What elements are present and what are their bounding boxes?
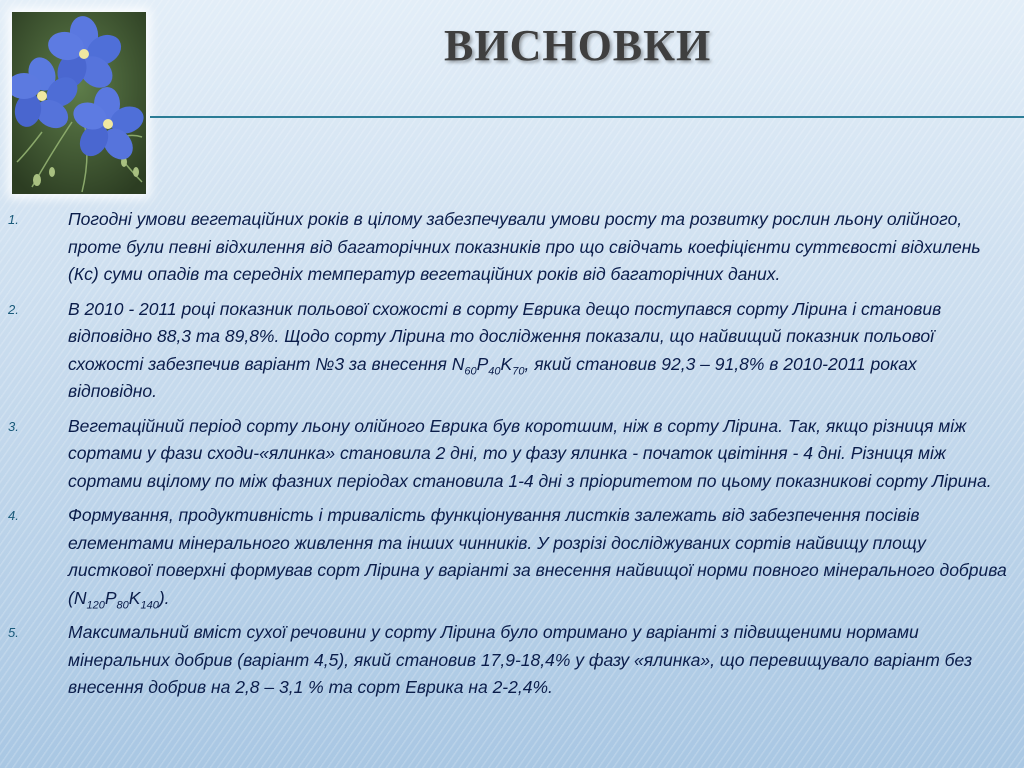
- formula-n-sub: 60: [464, 365, 477, 377]
- flax-flowers-photo: [12, 12, 146, 194]
- formula-n: N: [451, 353, 465, 374]
- item-number: 4.: [8, 508, 19, 523]
- formula-n: N: [73, 587, 87, 608]
- title-divider: [150, 116, 1024, 118]
- list-item: [0, 206, 1010, 289]
- slide-title: ВИСНОВКИ: [444, 21, 712, 70]
- item-text-part: ).: [158, 587, 170, 608]
- conclusions-list: [0, 206, 1010, 709]
- list-item: [0, 502, 1010, 612]
- list-item: [0, 296, 1010, 406]
- item-text-part: В 2010 - 2011 році показник польової схожості в сорту Еврика дещо поступався сорту Лірина і становив відповідно 88,3 та 89,8%. Щодо сорту Лірина то дослідження показали, що найвищий показник польової схожості забезпечив варіант №3 за внесення: [68, 298, 942, 374]
- item-text: [68, 502, 1010, 612]
- fertilizer-formula: [451, 353, 525, 377]
- list-item: [0, 619, 1010, 702]
- formula-k-sub: 70: [512, 365, 525, 377]
- formula-k: K: [500, 353, 513, 374]
- item-text: [68, 296, 1010, 406]
- formula-p-sub: 40: [488, 365, 501, 377]
- item-text-part: , який становив 92,3 – 91,8% в 2010-2011 роках відповідно.: [68, 353, 917, 401]
- blue-flax-flowers-image: [12, 12, 146, 194]
- fertilizer-formula: [73, 587, 159, 611]
- item-number: 2.: [8, 301, 19, 317]
- formula-p: P: [476, 353, 489, 374]
- formula-k-sub: 140: [140, 599, 159, 611]
- item-text: Погодні умови вегетаційних років в цілому забезпечували умови росту та розвитку рослин льону олійного, проте були певні відхилення від багаторічних показників про що свідчать коефіцієнти суттєвості відхилень (Кс) суми опадів та середніх температур вегетаційних років від багаторічних даних.: [68, 209, 981, 284]
- formula-p: P: [104, 587, 117, 608]
- item-number: 3.: [8, 418, 19, 434]
- item-number: 1.: [8, 212, 19, 227]
- item-text: Вегетаційний період сорту льону олійного Еврика був коротшим, ніж в сорту Лірина. Так, якщо різниця між сортами у фази сходи-«ялинка» становила 2 дні, то у фазу ялинка - початок цвітіння - 4 дні. Різниця між сортами вцілому по між фазних періодах становила 1-4 дні з пріоритетом по цьому показникові сорту Лірина.: [68, 415, 992, 491]
- item-text-part: Формування, продуктивність і тривалість функціонування листків залежать від забезпечення посівів елементами мінерального живлення та інших чинників. У розрізі досліджуваних сортів найвищу площу листкової поверхні формував сорт Лірина у варіанті за внесення найвищої норми повного мінерального добрива (: [68, 505, 1007, 608]
- formula-n-sub: 120: [86, 599, 105, 611]
- formula-k: K: [128, 587, 141, 608]
- list-item: [0, 413, 1010, 496]
- formula-p-sub: 80: [116, 599, 129, 611]
- item-text: Максимальний вміст сухої речовини у сорту Лірина було отримано у варіанті з підвищеними нормами мінеральних добрив (варіант 4,5), який становив 17,9-18,4% у фазу «ялинка», що перевищувало варіант без внесення добрив на 2,8 – 3,1 % та сорт Еврика на 2-2,4%.: [68, 622, 973, 697]
- item-number: 5.: [8, 625, 19, 640]
